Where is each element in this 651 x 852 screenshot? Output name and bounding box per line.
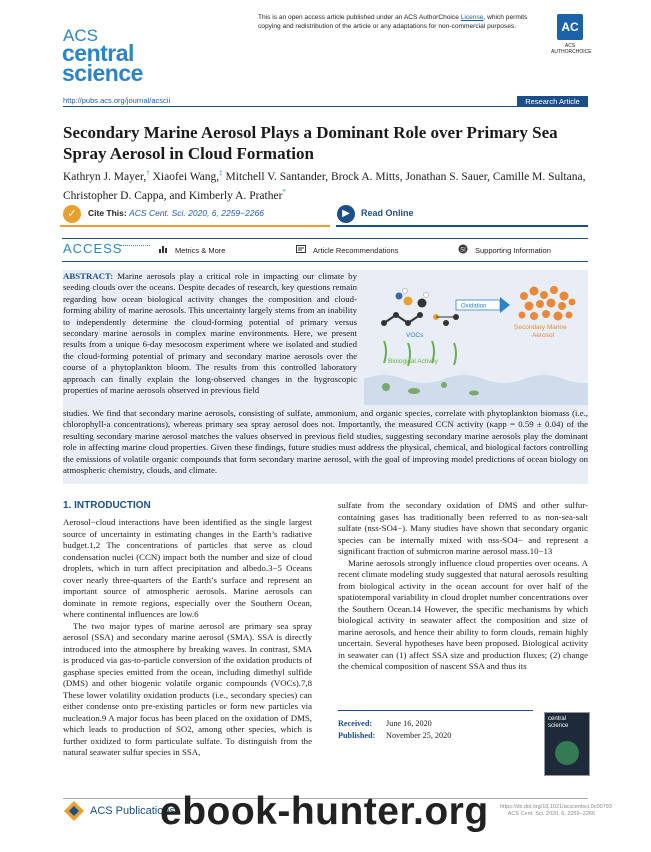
read-underline <box>336 225 588 227</box>
authorchoice-label: ACS AUTHORCHOICE <box>551 43 592 55</box>
recommendations-icon[interactable] <box>296 244 306 254</box>
journal-logo-acs: ACS <box>63 26 98 45</box>
cite-underline <box>60 225 330 227</box>
license-link[interactable]: License <box>460 14 484 21</box>
access-dots <box>120 245 150 252</box>
footer-publisher[interactable]: ACS Publications <box>90 805 175 817</box>
section-heading: 1. INTRODUCTION <box>63 500 151 511</box>
intro-column-left <box>63 517 312 759</box>
recommendations-link[interactable]: Article Recommendations <box>313 246 399 255</box>
watermark: ebook-hunter.org <box>160 790 489 833</box>
read-online-button[interactable]: Read Online <box>361 208 414 218</box>
access-label: ACCESS <box>63 241 123 256</box>
svg-text:SI: SI <box>460 247 466 254</box>
journal-logo-central: central <box>62 40 134 66</box>
supporting-info-icon[interactable] <box>458 244 468 254</box>
cite-icon[interactable]: ✓ <box>63 205 81 223</box>
toc-label-oxidation: Oxidation <box>461 303 487 310</box>
open-access-notice: This is an open access article published under an ACS AuthorChoice License, which permits copying and redistribution of the article or any adaptations for non-commercial purposes. <box>258 14 528 30</box>
metrics-icon[interactable] <box>158 244 168 254</box>
abstract-text-top: ABSTRACT: Marine aerosols play a critical role in impacting our climate by seeding clouds over the oceans. Despite decades of research, key questions remain regarding how ocean biological activity changes the composition and cloud-forming ability of marine aerosols. This uncertainty largely stems from an inability to independently determine the cloud-forming potential of primary versus secondary marine aerosols in complex marine environments. Here, we present results from a unique 6-day mesocosm experiment where we isolated and studied the cloud-forming potential of primary and secondary marine aerosols over the course of a phytoplankton bloom. The results from this controlled laboratory approach can finally explain the long-observed changes in the hygroscopic properties of marine aerosols observed in previous field <box>63 271 357 396</box>
intro-column-right <box>338 500 588 673</box>
metrics-link[interactable]: Metrics & More <box>175 246 226 255</box>
journal-logo-science: science <box>62 60 143 86</box>
toc-label-sma-2: Aerosol <box>532 332 555 339</box>
article-title: Secondary Marine Aerosol Plays a Dominant Role over Primary Sea Spray Aerosol in Cloud Formation <box>63 123 558 163</box>
toc-label-bio: Biological Activity <box>388 358 438 365</box>
acs-publications-logo-icon <box>63 800 85 822</box>
footer-doi[interactable]: https://dx.doi.org/10.1021/acscentsci.0c00793 ACS Cent. Sci. 2020, 6, 2259−2266 <box>500 804 612 817</box>
history-divider <box>338 710 533 711</box>
supporting-info-link[interactable]: Supporting Information <box>475 246 551 255</box>
header-divider <box>63 106 588 107</box>
journal-cover-thumbnail[interactable]: central science <box>544 712 590 776</box>
cite-this[interactable]: Cite This: ACS Cent. Sci. 2020, 6, 2259−2266 <box>88 208 265 218</box>
author-list: Kathryn J. Mayer,† Xiaofei Wang,‡ Mitchell V. Santander, Brock A. Mitts, Jonathan S. Sauer, Camille M. Sultana, Christopher D. Cappa, and Kimberly A. Prather* <box>63 169 586 203</box>
article-type-badge: Research Article <box>517 96 588 107</box>
intro-paragraph: Marine aerosols strongly influence cloud properties over oceans. A recent climate modeling study suggested that natural aerosols resulting from biological activity in the ocean account for over half of the spatiotemporal variability in cloud droplet number concentrations over the Southern Ocean.14 However, the specific mechanisms by which biological activity in seawater affect the composition and size of marine aerosols, and hence their ability to form clouds, remain highly uncertain. Several hypotheses have been proposed. Biological activity in seawater can (1) affect SSA size and production fluxes; (2) change the chemical composition of nascent SSA and thus its <box>338 557 588 671</box>
toc-graphic <box>364 271 588 405</box>
read-online-icon[interactable]: ▶ <box>337 205 355 223</box>
intro-paragraph: Aerosol−cloud interactions have been identified as the single largest source of uncertainty in estimating changes in the Earth’s radiative budget.1,2 The concentrations of particles that serve as cloud condensation nuclei (CCN) impact both the number and size of cloud droplets, which in turn affect precipitation and albedo.3−5 Oceans cover nearly three-quarters of the Earth’s surface and represent an important source of atmospheric aerosols. Marine aerosols can dominate in remote regions, especially over the Southern Ocean, where continental influences are low.6 <box>63 517 312 619</box>
intro-paragraph: sulfate from the secondary oxidation of DMS and other sulfur-containing gases has traditionally been referred to as non-sea-salt sulfate (nss-SO4−). Many studies have shown that secondary organic species can be internally mixed with nss-SO4− and represent a significant fraction of submicron marine aerosol mass.10−13 <box>338 500 588 556</box>
toc-label-sma-1: Secondary Marine <box>514 324 567 331</box>
intro-paragraph: The two major types of marine aerosol are primary sea spray aerosol (SSA) and secondary marine aerosol (SMA). SSA is directly introduced into the atmosphere by breaking waves. In contrast, SMA is produced via gas-to-particle conversion of the oxidation products of gasphase species emitted from the ocean, including dimethyl sulfide (DMS) and other biogenic volatile organic compounds (VOCs).7,8 These lower volatility oxidation products (i.e., secondary species) can either condense onto pre-existing particles or form new particles via nucleation.9 A major focus has been placed on the oxidation of DMS, which leads to production of SO2, among other species, which is further oxidized to form particulate sulfate. To distinguish from the natural seawater sulfur species in SSA, <box>63 620 312 757</box>
journal-url[interactable]: http://pubs.acs.org/journal/acscii <box>63 96 171 105</box>
article-history: Received: June 16, 2020 Published: November 25, 2020 <box>338 719 452 740</box>
toc-label-vocs: VOCs <box>406 332 424 339</box>
authorchoice-icon: AC <box>557 14 583 40</box>
abstract-text-bottom: studies. We find that secondary marine aerosols, consisting of sulfate, ammonium, and organic species, correlate with phytoplankton biomass (i.e., chlorophyll-a concentrations), whereas primary sea spray aerosol does not. Importantly, the measured CCN activity (κapp = 0.59 ± 0.04) of the resulting secondary marine aerosol matches the values observed in previous field studies, suggesting secondary marine aerosols play the dominant role in affecting marine cloud properties. Given these findings, future studies must address the physical, chemical, and biological factors controlling the emissions of volatile organic compounds that form secondary marine aerosol, with the goal of improving model predictions of ocean biology on atmospheric chemistry, clouds, and climate. <box>63 408 588 476</box>
